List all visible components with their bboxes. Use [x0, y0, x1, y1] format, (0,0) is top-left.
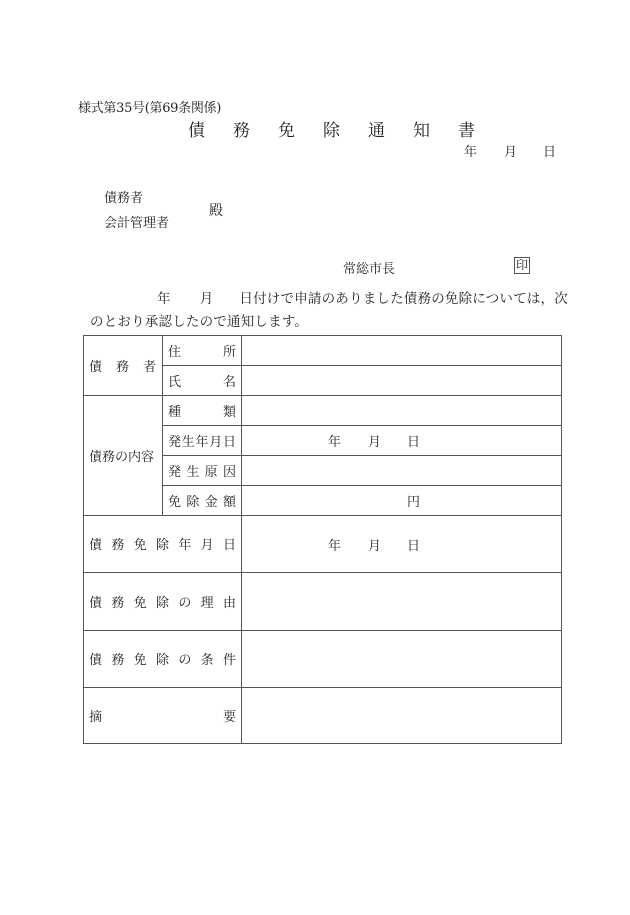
label-char: 債: [89, 653, 103, 668]
label-char: 者: [142, 359, 156, 375]
label-char: 生: [181, 434, 195, 450]
label-char: 日: [222, 538, 236, 553]
label-char: 日: [222, 434, 236, 450]
honorific: 殿: [209, 203, 223, 219]
day-label: 日: [543, 145, 557, 160]
label-char: 由: [222, 595, 236, 611]
exemption-date-field[interactable]: [242, 516, 561, 572]
debtor-label: [89, 335, 156, 395]
table-border: [83, 743, 562, 744]
type-field[interactable]: [242, 396, 561, 425]
label-char: 類: [222, 404, 236, 420]
body-line-1: [157, 287, 568, 307]
summary-label: [89, 687, 236, 743]
address-label: [168, 335, 236, 365]
label-char: 件: [222, 653, 236, 668]
month-label: 月: [368, 435, 382, 450]
col-divider: [162, 335, 163, 515]
body-line-2: のとおり承認したので通知します。: [90, 314, 309, 330]
label-char: 年: [178, 538, 192, 553]
notice-table: [83, 335, 562, 744]
label-char: 年: [195, 434, 209, 450]
label-char: 因: [222, 464, 236, 480]
label-char: 摘: [89, 709, 103, 725]
label-char: 氏: [168, 374, 182, 390]
label-char: 生: [186, 464, 200, 480]
label-char: 務: [111, 595, 125, 611]
label-char: 要: [222, 709, 236, 725]
day-label: 日: [407, 538, 421, 554]
yen-unit: 円: [407, 495, 421, 510]
label-char: 条: [200, 653, 214, 668]
body-text: 日付けで申請のありました債務の免除については，次: [239, 291, 568, 307]
title-char: 免: [278, 121, 295, 141]
month-label: 月: [368, 538, 382, 554]
label-char: 種: [168, 404, 182, 420]
label-char: 債: [89, 595, 103, 611]
year-label: 年: [328, 435, 342, 450]
month-label: 月: [504, 145, 518, 160]
label-char: 月: [200, 538, 214, 553]
name-field[interactable]: [242, 366, 561, 395]
label-char: 免: [133, 595, 147, 611]
form-number: 様式第35号(第69条関係): [78, 101, 222, 116]
label-char: 務: [111, 538, 125, 553]
table-border: [561, 335, 562, 744]
type-label: [168, 395, 236, 425]
exemption-conditions-label: [89, 630, 236, 687]
label-char: 理: [200, 595, 214, 611]
issue-date: [464, 141, 556, 160]
exemption-amount-label: [168, 485, 236, 515]
month-label: 月: [199, 291, 214, 307]
label-char: 免: [133, 538, 147, 553]
debt-content-label: 債務の内容: [89, 449, 155, 465]
issuer-title: 常総市長: [343, 262, 396, 277]
label-char: の: [178, 595, 192, 611]
exemption-reason-field[interactable]: [242, 573, 561, 630]
label-char: 除: [186, 494, 200, 510]
document-title: [188, 116, 475, 141]
label-char: 月: [209, 434, 223, 450]
label-char: 住: [168, 344, 182, 360]
label-char: 名: [222, 374, 236, 390]
label-char: 発: [168, 464, 182, 480]
label-char: 務: [115, 359, 129, 375]
occurrence-date-field[interactable]: [242, 426, 561, 455]
exemption-reason-label: [89, 572, 236, 630]
label-char: 免: [168, 494, 182, 510]
name-label: [168, 365, 236, 395]
summary-field[interactable]: [242, 688, 561, 743]
label-char: 免: [133, 653, 147, 668]
occurrence-cause-label: [168, 455, 236, 485]
exemption-amount-field[interactable]: [242, 486, 561, 515]
label-char: 所: [222, 344, 236, 360]
label-char: 債: [89, 359, 103, 375]
label-char: 除: [155, 653, 169, 668]
addressee-accountant: 会計管理者: [104, 216, 170, 231]
label-char: 務: [111, 653, 125, 668]
label-char: 債: [89, 538, 103, 553]
title-char: 務: [233, 121, 250, 141]
label-char: 額: [222, 494, 236, 510]
seal-mark: 印: [516, 258, 529, 272]
label-char: の: [178, 653, 192, 668]
year-label: 年: [157, 291, 171, 307]
year-label: 年: [464, 145, 478, 160]
title-char: 知: [413, 121, 430, 141]
year-label: 年: [328, 538, 342, 554]
addressee-debtor: 債務者: [104, 191, 144, 206]
occurrence-date-label: [168, 425, 236, 455]
title-char: 書: [458, 121, 475, 141]
exemption-conditions-field[interactable]: [242, 631, 561, 687]
label-char: 発: [168, 434, 182, 450]
label-char: 金: [204, 494, 218, 510]
day-label: 日: [407, 435, 421, 450]
title-char: 除: [323, 121, 340, 141]
title-char: 債: [188, 121, 205, 141]
table-border: [83, 335, 84, 744]
label-char: 除: [155, 538, 169, 553]
title-char: 通: [368, 121, 385, 141]
address-field[interactable]: [242, 336, 561, 365]
label-char: 原: [204, 464, 218, 480]
label-char: 除: [155, 595, 169, 611]
occurrence-cause-field[interactable]: [242, 456, 561, 485]
exemption-date-label: [89, 515, 236, 572]
